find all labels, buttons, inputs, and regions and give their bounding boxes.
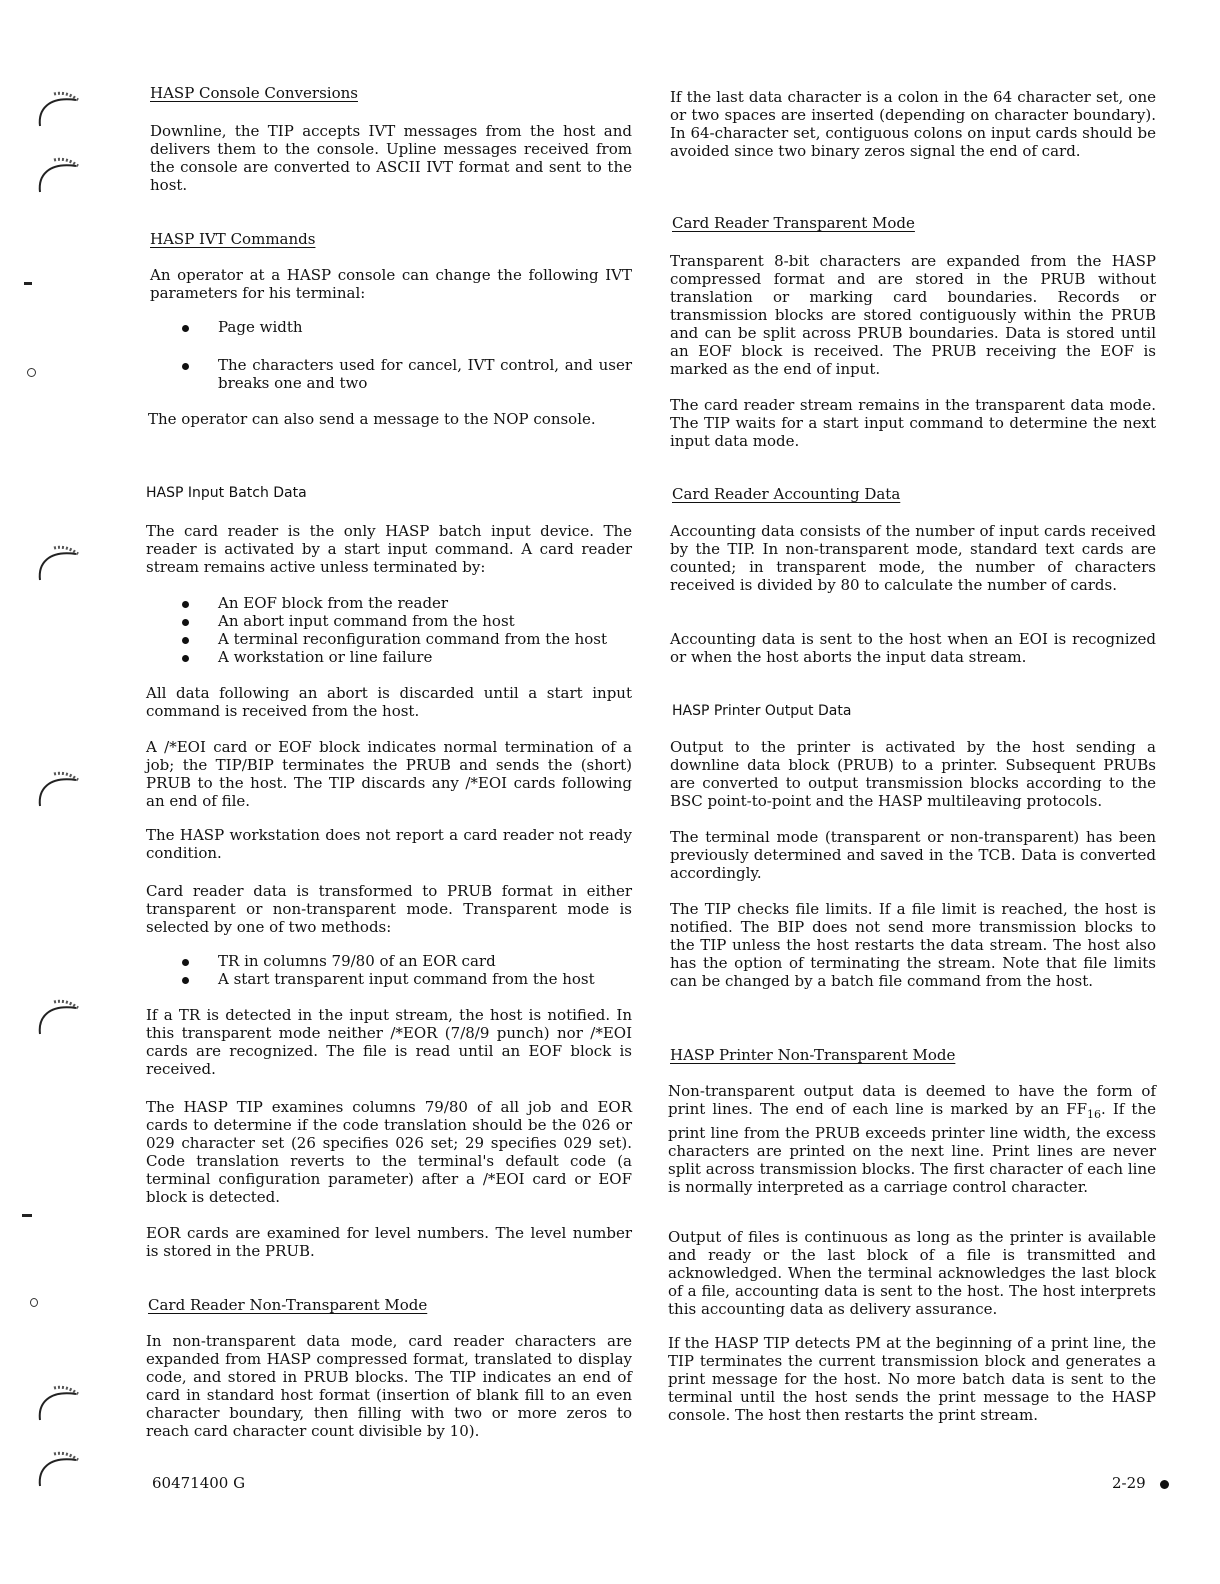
- list-item: The characters used for cancel, IVT control, and user breaks one and two: [146, 356, 632, 392]
- paragraph: Accounting data consists of the number of input cards received by the TIP. In non-transparent mode, standard text cards are counted; in transparent mode, the number of characters received is divided by 80 to calculate the number of cards.: [670, 522, 1156, 594]
- scan-speck: [24, 282, 32, 285]
- bullet-icon: [182, 619, 189, 626]
- bullet-list: [146, 952, 632, 988]
- list-item: A workstation or line failure: [146, 648, 632, 666]
- paragraph: If the last data character is a colon in the 64 character set, one or two spaces are inserted (depending on character boundary). In 64-character set, contiguous colons on input cards should be avoided since two binary zeros signal the end of card.: [670, 88, 1156, 160]
- paragraph: An operator at a HASP console can change the following IVT parameters for his terminal:: [150, 266, 632, 302]
- binder-hole-mark: [32, 88, 82, 128]
- scan-speck: [30, 1298, 38, 1307]
- paragraph: If the HASP TIP detects PM at the beginning of a print line, the TIP terminates the current transmission block and generates a print message for the host. No more batch data is sent to the terminal until the host sends the print message to the HASP console. The host then restarts the print stream.: [668, 1334, 1156, 1424]
- paragraph: In non-transparent data mode, card reader characters are expanded from HASP compressed format, translated to display code, and stored in PRUB blocks. The TIP indicates an end of card in standard host format (insertion of blank fill to an even character boundary, then filling with two or more zeros to reach card character count divisible by 10).: [146, 1332, 632, 1440]
- bullet-icon: [182, 959, 189, 966]
- binder-hole-mark: [32, 1448, 82, 1488]
- list-item: An abort input command from the host: [146, 612, 632, 630]
- bullet-icon: [182, 363, 189, 370]
- bullet-icon: [182, 977, 189, 984]
- bullet-list: [146, 318, 632, 336]
- paragraph: The card reader is the only HASP batch input device. The reader is activated by a start input command. A card reader stream remains active unless terminated by:: [146, 522, 632, 576]
- page-marker-dot: [1160, 1480, 1169, 1489]
- paragraph: The card reader stream remains in the transparent data mode. The TIP waits for a start input command to determine the next input data mode.: [670, 396, 1156, 450]
- section-heading-card-transparent: Card Reader Transparent Mode: [672, 214, 915, 232]
- section-heading-console-conversions: HASP Console Conversions: [150, 84, 358, 102]
- paragraph: A /*EOI card or EOF block indicates normal termination of a job; the TIP/BIP terminates the PRUB and sends the (short) PRUB to the host. The TIP discards any /*EOI cards following an end of file.: [146, 738, 632, 810]
- paragraph: The TIP checks file limits. If a file limit is reached, the host is notified. The BIP does not send more transmission blocks to the TIP unless the host restarts the data stream. The host also has the option of terminating the stream. Note that file limits can be changed by a batch file command from the host.: [670, 900, 1156, 990]
- list-item: A start transparent input command from the host: [146, 970, 632, 988]
- paragraph: If a TR is detected in the input stream, the host is notified. In this transparent mode neither /*EOR (7/8/9 punch) nor /*EOI cards are recognized. The file is read until an EOF block is received.: [146, 1006, 632, 1078]
- paragraph: All data following an abort is discarded until a start input command is received from the host.: [146, 684, 632, 720]
- scan-speck: [22, 1214, 32, 1217]
- paragraph: The terminal mode (transparent or non-transparent) has been previously determined and saved in the TCB. Data is converted accordingly.: [670, 828, 1156, 882]
- list-item: An EOF block from the reader: [146, 594, 632, 612]
- paragraph: The HASP TIP examines columns 79/80 of all job and EOR cards to determine if the code translation should be the 026 or 029 character set (26 specifies 026 set; 29 specifies 029 set). Code translation reverts to the terminal's default code (a terminal configuration parameter) after a /*EOI card or EOF block is detected.: [146, 1098, 632, 1206]
- section-heading-ivt-commands: HASP IVT Commands: [150, 230, 316, 248]
- paragraph: Card reader data is transformed to PRUB format in either transparent or non-transparent mode. Transparent mode is selected by one of two methods:: [146, 882, 632, 936]
- binder-hole-mark: [32, 996, 82, 1036]
- paragraph: Accounting data is sent to the host when an EOI is recognized or when the host aborts the input data stream.: [670, 630, 1156, 666]
- paragraph: Output of files is continuous as long as the printer is available and ready or the last block of a file is transmitted and acknowledged. When the terminal acknowledges the last block of a file, accounting data is sent to the host. The host interprets this accounting data as delivery assurance.: [668, 1228, 1156, 1318]
- bullet-icon: [182, 601, 189, 608]
- page-number: 2-29: [1112, 1474, 1146, 1492]
- bullet-icon: [182, 655, 189, 662]
- paragraph: The operator can also send a message to the NOP console.: [148, 410, 596, 428]
- paragraph: EOR cards are examined for level numbers. The level number is stored in the PRUB.: [146, 1224, 632, 1260]
- list-item: TR in columns 79/80 of an EOR card: [146, 952, 632, 970]
- bullet-icon: [182, 637, 189, 644]
- section-heading-card-nontransparent: Card Reader Non-Transparent Mode: [148, 1296, 428, 1314]
- section-heading-printer-nontransparent: HASP Printer Non-Transparent Mode: [670, 1046, 956, 1064]
- paragraph: Output to the printer is activated by the host sending a downline data block (PRUB) to a printer. Subsequent PRUBs are converted to output transmission blocks according to the BSC point-to-point and the HASP multileaving protocols.: [670, 738, 1156, 810]
- binder-hole-mark: [32, 542, 82, 582]
- bullet-icon: [182, 325, 189, 332]
- paragraph: The HASP workstation does not report a card reader not ready condition.: [146, 826, 632, 862]
- binder-hole-mark: [32, 154, 82, 194]
- section-heading-printer-output: HASP Printer Output Data: [672, 703, 852, 719]
- binder-hole-mark: [32, 768, 82, 808]
- paragraph: Non-transparent output data is deemed to have the form of print lines. The end of each line is marked by an $FF_{16}$. If the print line from the PRUB exceeds printer line width, the excess characters are printed on the next line. Print lines are never split across transmission blocks. The first character of each line is normally interpreted as a carriage control character.: [668, 1082, 1156, 1196]
- section-heading-card-accounting: Card Reader Accounting Data: [672, 485, 901, 503]
- binder-hole-mark: [32, 1382, 82, 1422]
- document-number: 60471400 G: [152, 1474, 246, 1492]
- scan-speck: [27, 368, 36, 377]
- bullet-list: [146, 356, 632, 392]
- section-heading-input-batch: HASP Input Batch Data: [146, 485, 307, 501]
- bullet-list: [146, 594, 632, 666]
- paragraph: Downline, the TIP accepts IVT messages from the host and delivers them to the console. Upline messages received from the console are converted to ASCII IVT format and sent to the host.: [150, 122, 632, 194]
- list-item: Page width: [146, 318, 632, 336]
- list-item: A terminal reconfiguration command from the host: [146, 630, 632, 648]
- subscript: 16: [1087, 1108, 1101, 1121]
- paragraph: Transparent 8-bit characters are expanded from the HASP compressed format and are stored in the PRUB without translation or marking card boundaries. Records or transmission blocks are stored contiguously within the PRUB and can be split across PRUB boundaries. Data is stored until an EOF block is received. The PRUB receiving the EOF is marked as the end of input.: [670, 252, 1156, 378]
